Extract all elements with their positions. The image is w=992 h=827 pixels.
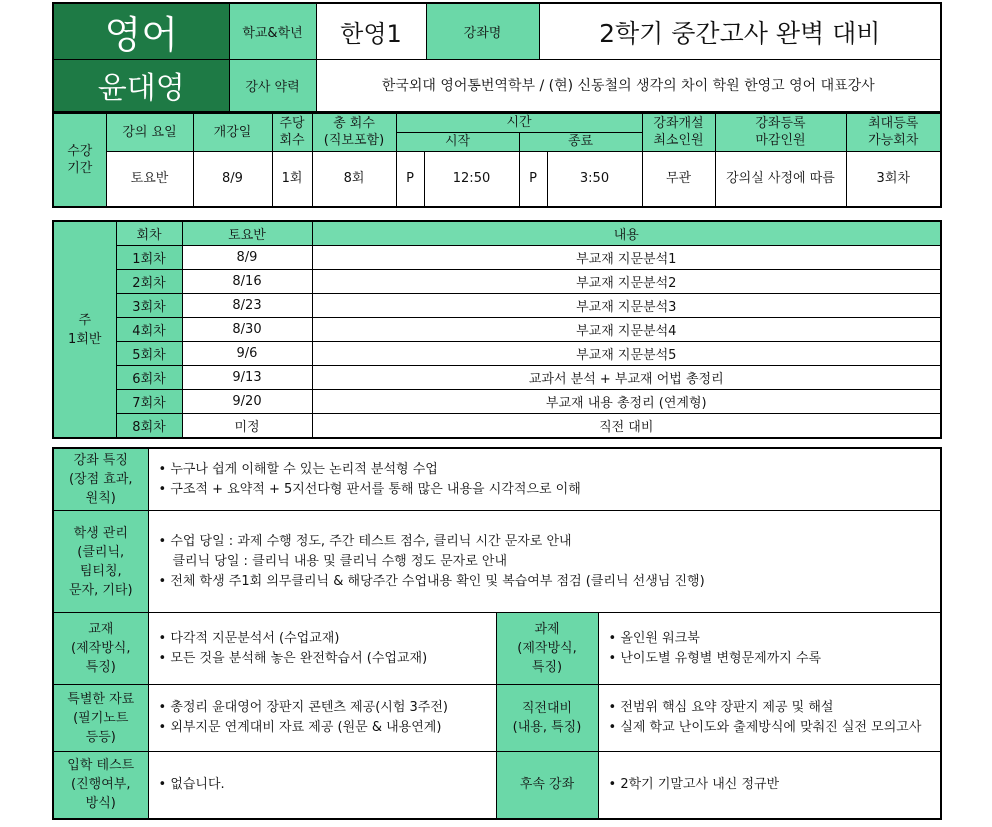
min-students-header: 강좌개설 최소인원 <box>642 113 715 151</box>
course-header <box>52 2 942 113</box>
weekly-count-header: 주당 회수 <box>272 113 312 151</box>
entry-test-label <box>53 752 148 819</box>
time-end-header: 종료 <box>519 132 642 151</box>
bullet-line: • 올인원 워크북 <box>609 629 931 649</box>
features-text <box>148 448 941 511</box>
session-number: 5회차 <box>116 342 182 366</box>
session-date: 9/6 <box>182 342 312 366</box>
label-line: (제작방식, <box>517 641 577 656</box>
course-info-table <box>52 447 942 820</box>
session-number: 3회차 <box>116 294 182 318</box>
end-ampm: P <box>519 151 547 207</box>
max-sessions-value: 3회차 <box>846 151 941 207</box>
session-content: 부교재 지문분석3 <box>312 294 941 318</box>
start-date-value: 8/9 <box>193 151 272 207</box>
day-value: 토요반 <box>106 151 193 207</box>
bullet-line: • 구조적 + 요약적 + 5지선다형 판서를 통해 많은 내용을 시각적으로 이해 <box>159 480 931 500</box>
label-line: (제작방식, <box>71 641 131 656</box>
session-row <box>53 342 941 366</box>
final-prep-text <box>598 685 941 752</box>
textbook-label <box>53 613 148 685</box>
subject-title: 영어 <box>53 3 229 60</box>
session-content: 부교재 지문분석1 <box>312 246 941 270</box>
bullet-line: • 없습니다. <box>159 775 486 795</box>
management-line-2: 클리닉 당일 : 클리닉 내용 및 클리닉 수행 정도 문자로 안내 <box>172 553 508 569</box>
instructor-bio-label: 강사 약력 <box>229 60 316 112</box>
homework-label <box>496 613 598 685</box>
materials-text <box>148 685 496 752</box>
session-content: 부교재 내용 총정리 (연계형) <box>312 390 941 414</box>
management-label <box>53 511 148 613</box>
label-line: 학생 관리 <box>73 525 128 541</box>
start-ampm: P <box>396 151 424 207</box>
school-grade-label: 학교&학년 <box>229 3 316 60</box>
homework-text <box>598 613 941 685</box>
label-line: 방식) <box>85 796 116 812</box>
total-count-header: 총 회수 (직보포함) <box>312 113 396 151</box>
session-content: 교과서 분석 + 부교재 어법 총정리 <box>312 366 941 390</box>
label-line: 특별한 자료 <box>67 691 135 707</box>
sessions-table <box>52 220 942 439</box>
content-col-header: 내용 <box>312 221 941 246</box>
session-date: 8/16 <box>182 270 312 294</box>
schedule-table <box>52 112 942 208</box>
management-line-1: • 수업 당일 : 과제 수행 정도, 주간 테스트 점수, 클리닉 시간 문자로 안내 <box>159 532 931 552</box>
session-date: 8/9 <box>182 246 312 270</box>
bullet-line: • 누구나 쉽게 이해할 수 있는 논리적 분석형 수업 <box>159 460 931 480</box>
bullet-line: • 전범위 핵심 요약 장판지 제공 및 해설 <box>609 698 931 718</box>
label-line: 팀티칭, <box>79 563 122 579</box>
session-row <box>53 294 941 318</box>
label-line: 특징) <box>531 660 563 675</box>
bullet-line: • 난이도별 유형별 변형문제까지 수록 <box>609 649 931 669</box>
session-number: 1회차 <box>116 246 182 270</box>
session-content: 부교재 지문분석4 <box>312 318 941 342</box>
label-line: (장점 효과, <box>68 472 133 487</box>
label-line: 문자, 기타) <box>68 582 133 598</box>
label-line: (클리닉, <box>77 544 125 560</box>
start-date-header: 개강일 <box>193 113 272 151</box>
session-row <box>53 366 941 390</box>
course-name-value: 2학기 중간고사 완벽 대비 <box>539 3 941 60</box>
time-start-header: 시작 <box>396 132 519 151</box>
label-line: 직전대비 <box>521 701 573 716</box>
start-time: 12:50 <box>424 151 519 207</box>
date-col-header: 토요반 <box>182 221 312 246</box>
deadline-header: 강좌등록 마감인원 <box>715 113 846 151</box>
label-line: 등등) <box>85 729 116 745</box>
label-line: 과제 <box>534 622 560 637</box>
final-prep-label <box>496 685 598 752</box>
session-row <box>53 414 941 439</box>
session-content: 부교재 지문분석5 <box>312 342 941 366</box>
session-row <box>53 270 941 294</box>
label-line: 원칙) <box>85 491 116 506</box>
label-line: 교재 <box>88 622 114 637</box>
session-number: 4회차 <box>116 318 182 342</box>
sessions-side-label: 주 1회반 <box>53 221 116 438</box>
weekly-count-value: 1회 <box>272 151 312 207</box>
bullet-line: • 외부지문 연계대비 자료 제공 (원문 & 내용연계) <box>159 718 486 738</box>
label-line: 강좌 특징 <box>73 453 128 468</box>
deadline-value: 강의실 사정에 따름 <box>715 151 846 207</box>
textbook-text <box>148 613 496 685</box>
bullet-line: • 총정리 윤대영어 장판지 콘텐츠 제공(시험 3주전) <box>159 698 486 718</box>
session-date: 미정 <box>182 414 312 439</box>
instructor-name: 윤대영 <box>53 60 229 112</box>
session-row <box>53 246 941 270</box>
session-number: 8회차 <box>116 414 182 439</box>
session-date: 8/23 <box>182 294 312 318</box>
bullet-line: • 다각적 지문분석서 (수업교재) <box>159 629 486 649</box>
followup-text <box>598 752 941 819</box>
session-date: 8/30 <box>182 318 312 342</box>
instructor-bio-value: 한국외대 영어통번역학부 / (현) 신동철의 생각의 차이 학원 한영고 영어 대표강사 <box>316 60 941 112</box>
session-date: 9/20 <box>182 390 312 414</box>
session-number: 7회차 <box>116 390 182 414</box>
session-content: 직전 대비 <box>312 414 941 439</box>
entry-test-text <box>148 752 496 819</box>
bullet-line: • 2학기 기말고사 내신 정규반 <box>609 775 931 795</box>
day-header: 강의 요일 <box>106 113 193 151</box>
end-time: 3:50 <box>547 151 642 207</box>
course-name-label: 강좌명 <box>426 3 539 60</box>
followup-label <box>496 752 598 819</box>
bullet-line: • 실제 학교 난이도와 출제방식에 맞춰진 실전 모의고사 <box>609 718 931 738</box>
label-line: (필기노트 <box>73 710 129 726</box>
min-students-value: 무관 <box>642 151 715 207</box>
total-count-value: 8회 <box>312 151 396 207</box>
session-row <box>53 390 941 414</box>
time-header: 시간 <box>396 113 642 132</box>
features-label <box>53 448 148 511</box>
session-number: 2회차 <box>116 270 182 294</box>
label-line: (진행여부, <box>71 777 131 793</box>
label-line: 입학 테스트 <box>67 758 135 774</box>
session-number: 6회차 <box>116 366 182 390</box>
label-line: 후속 강좌 <box>519 777 575 793</box>
label-line: (내용, 특징) <box>512 720 582 735</box>
materials-label <box>53 685 148 752</box>
school-grade-value: 한영1 <box>316 3 426 60</box>
management-text <box>148 511 941 613</box>
bullet-line: • 모든 것을 분석해 놓은 완전학습서 (수업교재) <box>159 649 486 669</box>
period-label: 수강 기간 <box>53 113 106 207</box>
max-sessions-header: 최대등록 가능회차 <box>846 113 941 151</box>
session-date: 9/13 <box>182 366 312 390</box>
management-line-3: • 전체 학생 주1회 의무클리닉 & 해당주간 수업내용 확인 및 복습여부 점검 (클리닉 선생님 진행) <box>159 572 931 592</box>
session-content: 부교재 지문분석2 <box>312 270 941 294</box>
session-row <box>53 318 941 342</box>
session-col-header: 회차 <box>116 221 182 246</box>
label-line: 특징) <box>85 660 116 675</box>
